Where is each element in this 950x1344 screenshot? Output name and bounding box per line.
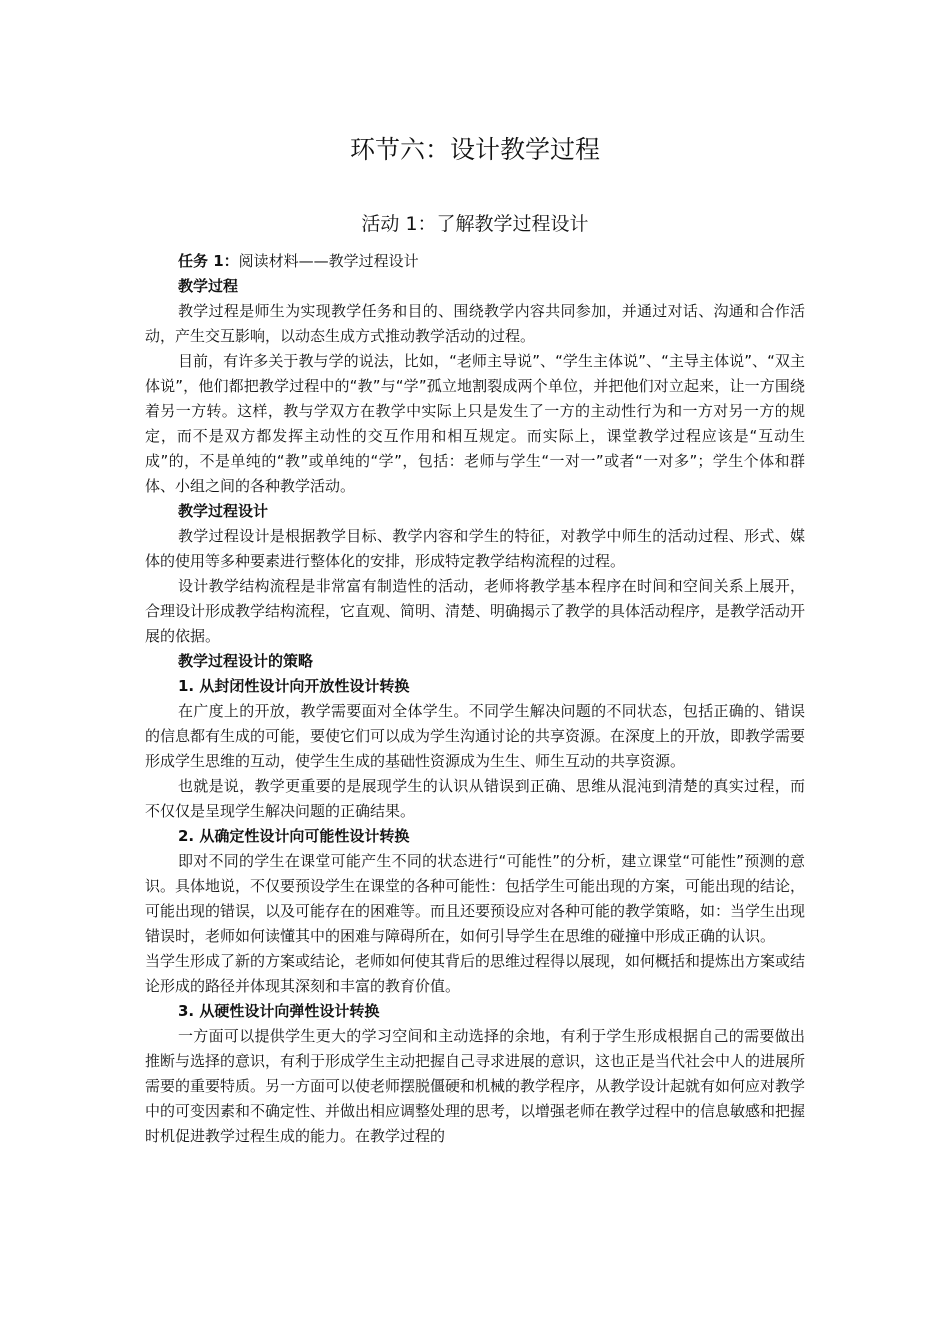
page-title: 环节六：设计教学过程 — [349, 135, 600, 164]
paragraph: 教学过程设计是根据教学目标、教学内容和学生的特征，对教学中师生的活动过程、形式、媒体的使用等多种要素进行整体化的安排，形成特定教学结构流程的过程。 — [145, 527, 805, 570]
task-line — [145, 249, 805, 274]
section-heading: 教学过程设计的策略 — [178, 652, 314, 670]
task-label: 任务 1： — [178, 252, 239, 270]
paragraph: 教学过程是师生为实现教学任务和目的、围绕教学内容共同参加，并通过对话、沟通和合作活动，产生交互影响，以动态生成方式推动教学活动的过程。 — [145, 302, 805, 345]
section-heading: 教学过程设计 — [178, 502, 269, 520]
paragraph: 也就是说，教学更重要的是展现学生的认识从错误到正确、思维从混沌到清楚的真实过程，而不仅仅是呈现学生解决问题的正确结果。 — [145, 777, 805, 820]
activity-heading: 活动 1：了解教学过程设计 — [361, 213, 589, 235]
paragraph: 一方面可以提供学生更大的学习空间和主动选择的余地，有利于学生形成根据自己的需要做出推断与选择的意识，有利于形成学生主动把握自己寻求进展的意识，这也正是当代社会中人的进展所需要的重要特质。另一方面可以使老师摆脱僵硬和机械的教学程序，从教学设计起就有如何应对教学中的可变因素和不确定性、并做出相应调整处理的思考，以增强老师在教学过程中的信息敏感和把握时机促进教学过程生成的能力。在教学过程的 — [145, 1027, 806, 1145]
strategy-heading: 2. 从确定性设计向可能性设计转换 — [178, 827, 410, 845]
paragraph: 当学生形成了新的方案或结论，老师如何使其背后的思维过程得以展现，如何概括和提炼出方案或结论形成的路径并体现其深刻和丰富的教育价值。 — [145, 952, 806, 995]
paragraph: 目前，有许多关于教与学的说法，比如，“老师主导说”、“学生主体说”、“主导主体说”、“双主体说”，他们都把教学过程中的“教”与“学”孤立地割裂成两个单位，并把他们对立起来，让一方围绕着另一方转。这样，教与学双方在教学中实际上只是发生了一方的主动性行为和一方对另一方的规定，而不是双方都发挥主动性的交互作用和相互规定。而实际上，课堂教学过程应该是“互动生成”的，不是单纯的“教”或单纯的“学”，包括：老师与学生“一对一”或者“一对多”；学生个体和群体、小组之间的各种教学活动。 — [145, 352, 805, 495]
paragraph: 即对不同的学生在课堂可能产生不同的状态进行“可能性”的分析，建立课堂“可能性”预测的意识。具体地说，不仅要预设学生在课堂的各种可能性：包括学生可能出现的方案，可能出现的结论，可能出现的错误，以及可能存在的困难等。而且还要预设应对各种可能的教学策略，如：当学生出现错误时，老师如何读懂其中的困难与障碍所在，如何引导学生在思维的碰撞中形成正确的认识。 — [145, 852, 806, 945]
document-body — [145, 249, 805, 1149]
strategy-heading: 3. 从硬性设计向弹性设计转换 — [178, 1002, 380, 1020]
paragraph: 在广度上的开放，教学需要面对全体学生。不同学生解决问题的不同状态，包括正确的、错误的信息都有生成的可能，要使它们可以成为学生沟通讨论的共享资源。在深度上的开放，即教学需要形成学生思维的互动，使学生生成的基础性资源成为生生、师生互动的共享资源。 — [145, 702, 806, 770]
strategy-heading: 1. 从封闭性设计向开放性设计转换 — [178, 677, 410, 695]
paragraph: 设计教学结构流程是非常富有制造性的活动，老师将教学基本程序在时间和空间关系上展开，合理设计形成教学结构流程，它直观、简明、清楚、明确揭示了教学的具体活动程序，是教学活动开展的依据。 — [145, 577, 806, 645]
task-text: 阅读材料——教学过程设计 — [238, 252, 419, 270]
section-heading: 教学过程 — [178, 277, 239, 295]
